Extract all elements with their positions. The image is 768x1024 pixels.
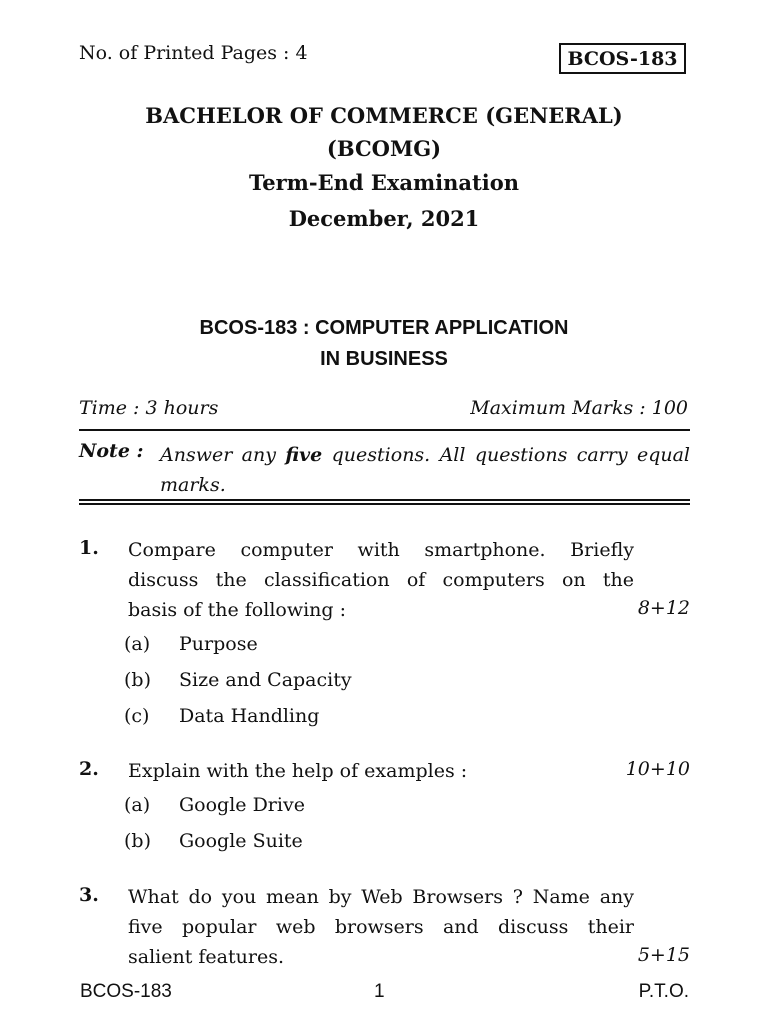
question-3-number: 3. xyxy=(79,884,99,906)
printed-pages-count: No. of Printed Pages : 4 xyxy=(79,42,308,64)
question-2-marks: 10+10 xyxy=(625,758,690,780)
question-2-option-b-label: (b) xyxy=(124,830,151,852)
degree-title: BACHELOR OF COMMERCE (GENERAL) xyxy=(145,103,623,128)
question-1-line-2: basis of the following : xyxy=(128,599,347,621)
course-code-box: BCOS-183 xyxy=(559,43,686,74)
note-text xyxy=(160,440,690,500)
question-2-option-a-text: Google Drive xyxy=(179,794,305,816)
question-1-option-a-text: Purpose xyxy=(179,633,258,655)
maximum-marks: Maximum Marks : 100 xyxy=(470,397,688,419)
question-1-text xyxy=(128,535,634,625)
footer-course-code: BCOS-183 xyxy=(80,981,172,1002)
question-2-option-b-text: Google Suite xyxy=(179,830,303,852)
exam-name: Term-End Examination xyxy=(248,170,519,195)
question-1-line-1: Compare computer with smartphone. Briefly discuss the classification of computers on the xyxy=(128,539,634,591)
question-1-option-a-label: (a) xyxy=(124,633,151,655)
question-3-marks: 5+15 xyxy=(637,944,690,966)
question-3-line-2: salient features. xyxy=(128,946,284,968)
question-2-text xyxy=(128,756,634,786)
question-1-option-c-text: Data Handling xyxy=(179,705,320,727)
footer-please-turn-over: P.T.O. xyxy=(638,981,689,1002)
exam-duration: Time : 3 hours xyxy=(79,397,219,419)
question-3-line-1: What do you mean by Web Browsers ? Name any five popular web browsers and discuss their xyxy=(128,886,634,938)
course-title-line-2: IN BUSINESS xyxy=(320,348,448,370)
question-1-option-b-text: Size and Capacity xyxy=(179,669,352,691)
question-2-number: 2. xyxy=(79,758,99,780)
question-1-option-b-label: (b) xyxy=(124,669,151,691)
exam-date: December, 2021 xyxy=(288,206,480,231)
divider-double-1 xyxy=(79,499,690,501)
course-title xyxy=(0,313,768,375)
note-text-before: Answer any xyxy=(160,444,286,466)
note-label: Note : xyxy=(79,440,144,462)
question-2-line-1: Explain with the help of examples : xyxy=(128,760,468,782)
question-3-text xyxy=(128,882,634,972)
footer-page-number: 1 xyxy=(374,981,385,1002)
question-1-option-c-label: (c) xyxy=(124,705,150,727)
note-text-after: questions. All questions carry equal marks. xyxy=(160,444,690,496)
divider-top xyxy=(79,429,690,431)
degree-abbreviation: (BCOMG) xyxy=(326,136,442,161)
question-1-number: 1. xyxy=(79,537,99,559)
divider-double-2 xyxy=(79,503,690,505)
question-2-option-a-label: (a) xyxy=(124,794,151,816)
course-title-line-1: BCOS-183 : COMPUTER APPLICATION xyxy=(199,317,569,339)
question-1-marks: 8+12 xyxy=(637,597,690,619)
note-emphasis: five xyxy=(285,444,323,466)
